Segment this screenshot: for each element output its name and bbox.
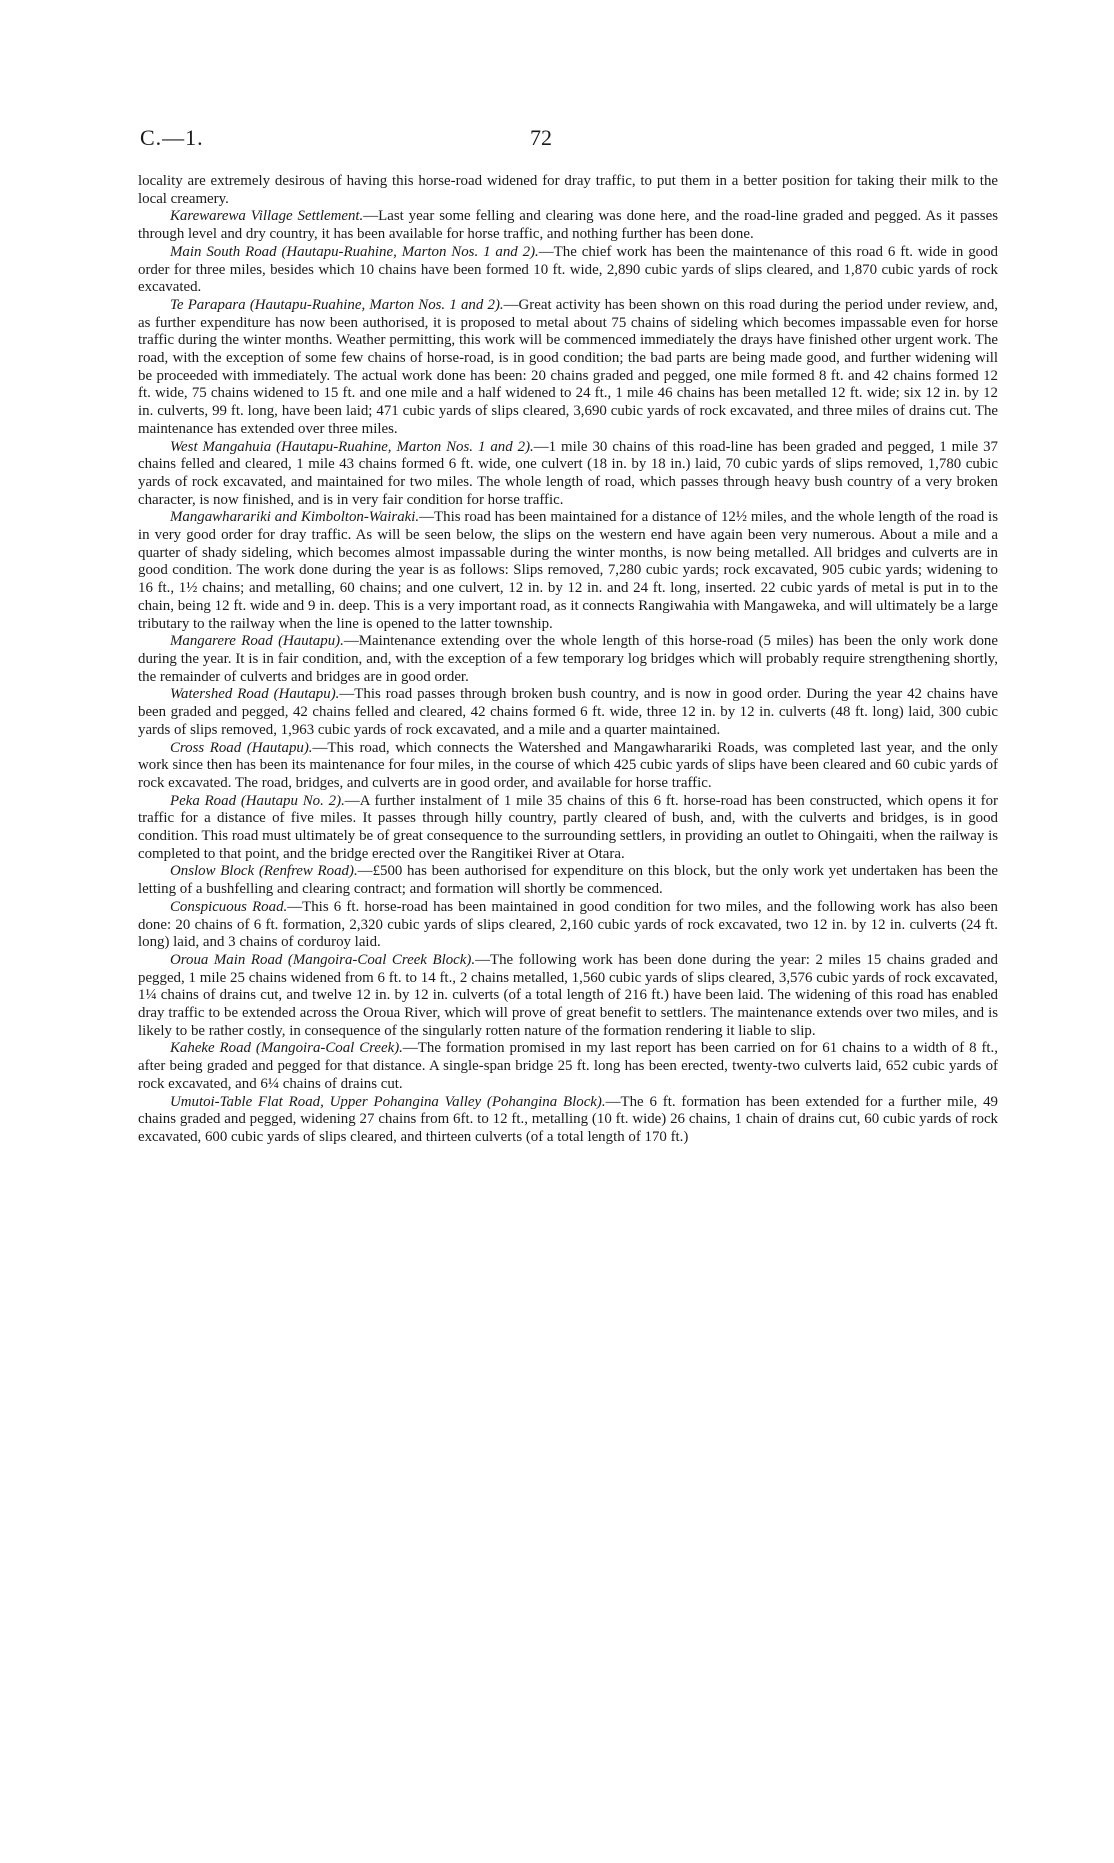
paragraph-text: —Maintenance extending over the whole length of this horse-road (5 miles) has been the only work done during the year. It is in fair condition, and, with the exception of a few temporary log bridges which will probably require strengthening shortly, the remainder of culverts and bridges are in good order. <box>138 633 998 685</box>
paragraph <box>138 439 998 510</box>
section-heading: Oroua Main Road (Mangoira-Coal Creek Block). <box>170 951 476 968</box>
section-heading: Cross Road (Hautapu). <box>170 739 313 756</box>
paragraph-text: —Last year some felling and clearing was done here, and the road-line graded and pegged. As it passes through level and dry country, it has been available for horse traffic, and nothing further has been done. <box>138 208 998 243</box>
paragraph <box>138 173 998 208</box>
paragraph <box>138 740 998 793</box>
section-heading: West Mangahuia (Hautapu-Ruahine, Marton Nos. 1 and 2). <box>170 438 534 455</box>
paragraph <box>138 1094 998 1147</box>
document-reference: C.—1. <box>140 125 204 150</box>
paragraph-text: —The 6 ft. formation has been extended for a further mile, 49 chains graded and pegged, widening 27 chains from 6ft. to 12 ft., metalling (10 ft. wide) 26 chains, 1 chain of drains cut, 60 cubic yards of rock excavated, 600 cubic yards of slips cleared, and thirteen culverts (of a total length of 170 ft.) <box>138 1093 998 1145</box>
paragraph <box>138 863 998 898</box>
paragraph <box>138 899 998 952</box>
paragraph <box>138 509 998 633</box>
section-heading: Kaheke Road (Mangoira-Coal Creek). <box>170 1040 403 1057</box>
section-heading: Watershed Road (Hautapu). <box>170 686 340 703</box>
paragraph <box>138 244 998 297</box>
paragraph-text: locality are extremely desirous of having this horse-road widened for dray traffic, to put them in a better position for taking their milk to the local creamery. <box>138 173 998 207</box>
paragraph-text: —A further instalment of 1 mile 35 chains of this 6 ft. horse-road has been constructed, which opens it for traffic for a distance of five miles. It passes through hilly country, partly cleared of bush, and, with the culverts and bridges, is in good condition. This road must ultimately be of great consequence to the surrounding settlers, in providing an outlet to Ohingaiti, when the railway is completed to that point, and the bridge erected over the Rangitikei River at Otara. <box>138 792 998 862</box>
section-heading: Mangawharariki and Kimbolton-Wairaki. <box>170 509 420 526</box>
section-heading: Umutoi-Table Flat Road, Upper Pohangina Valley (Pohangina Block). <box>170 1093 606 1110</box>
paragraph-text: —This 6 ft. horse-road has been maintained in good condition for two miles, and the following work has also been done: 20 chains of 6 ft. formation, 2,320 cubic yards of slips cleared, 2,160 cubic yards of rock excavated, two 12 in. by 12 in. culverts (24 ft. long) laid, and 3 chains of corduroy laid. <box>138 898 998 951</box>
paragraph-text: —This road has been maintained for a distance of 12½ miles, and the whole length of the road is in very good order for dray traffic. As will be seen below, the slips on the western end have again been very numerous. About a mile and a quarter of shady sideling, which becomes almost impassable during the winter months, is now being metalled. All bridges and culverts are in good condition. The work done during the year is as follows: Slips removed, 7,280 cubic yards; rock excavated, 905 cubic yards; widening to 16 ft., 1½ chains; and metalling, 60 chains; and one culvert, 12 in. by 12 in. and 24 ft. long, inserted. 22 cubic yards of metal is put in to the chain, being 12 ft. wide and 9 in. deep. This is a very important road, as it connects Rangiwahia with Mangaweka, and will ultimately be a large tributary to the railway when the line is opened to the latter township. <box>138 509 998 632</box>
section-heading: Onslow Block (Renfrew Road). <box>170 863 358 880</box>
paragraph-text: —The formation promised in my last report has been carried on for 61 chains to a width of 8 ft., after being graded and pegged for that distance. A single-span bridge 25 ft. long has been erected, twenty-two culverts laid, 652 cubic yards of rock excavated, and 6¼ chains of drains cut. <box>138 1040 998 1092</box>
paragraph <box>138 208 998 243</box>
section-heading: Conspicuous Road. <box>170 898 288 915</box>
paragraph-text: —The chief work has been the maintenance of this road 6 ft. wide in good order for three miles, besides which 10 chains have been formed 10 ft. wide, 2,890 cubic yards of slips cleared, and 1,870 cubic yards of rock excavated. <box>138 243 999 296</box>
section-heading: Te Parapara (Hautapu-Ruahine, Marton Nos. 1 and 2). <box>170 296 504 313</box>
paragraph-text: —The following work has been done during the year: 2 miles 15 chains graded and pegged, 1 mile 25 chains widened from 6 ft. to 14 ft., 2 chains metalled, 1,560 cubic yards of slips cleared, 3,576 cubic yards of rock excavated, 1¼ chains of drains cut, and twelve 12 in. by 12 in. culverts (of a total length of 216 ft.) have been laid. The widening of this road has enabled dray traffic to be extended across the Oroua River, which will prove of great benefit to settlers. The maintenance extends over two miles, and is likely to be rather costly, in consequence of the singularly rotten nature of the formation rendering it liable to slip. <box>138 951 998 1039</box>
paragraph <box>138 793 998 864</box>
section-heading: Peka Road (Hautapu No. 2). <box>170 792 345 809</box>
section-heading: Karewarewa Village Settlement. <box>170 208 364 225</box>
body-text <box>138 173 998 1147</box>
section-heading: Main South Road (Hautapu-Ruahine, Marton Nos. 1 and 2). <box>170 243 539 260</box>
paragraph <box>138 1040 998 1093</box>
paragraph-text: —£500 has been authorised for expenditure on this block, but the only work yet undertaken has been the letting of a bushfelling and clearing contract; and formation will shortly be commenced. <box>138 863 998 898</box>
paragraph-text: —This road, which connects the Watershed and Mangawharariki Roads, was completed last year, and the only work since then has been its maintenance for four miles, in the course of which 425 cubic yards of slips have been cleared and 60 cubic yards of rock excavated. The road, bridges, and culverts are in good order, and available for horse traffic. <box>138 739 999 791</box>
paragraph <box>138 686 998 739</box>
paragraph-text: —This road passes through broken bush country, and is now in good order. During the year 42 chains have been graded and pegged, 42 chains felled and cleared, 42 chains formed 6 ft. wide, three 12 in. by 12 in. culverts (48 ft. long) laid, 300 cubic yards of slips removed, 1,963 cubic yards of rock excavated, and a mile and a quarter maintained. <box>138 686 999 738</box>
paragraph <box>138 633 998 686</box>
paragraph-text: —1 mile 30 chains of this road-line has been graded and pegged, 1 mile 37 chains felled and cleared, 1 mile 43 chains formed 6 ft. wide, one culvert (18 in. by 18 in.) laid, 70 cubic yards of slips removed, 1,780 cubic yards of rock excavated, and maintained for two miles. The whole length of road, which passes through heavy bush country of a very broken character, is now finished, and is in very fair condition for horse traffic. <box>138 438 998 508</box>
paragraph <box>138 952 998 1041</box>
paragraph-text: —Great activity has been shown on this road during the period under review, and, as further expenditure has now been authorised, it is proposed to metal about 75 chains of sideling which becomes impassable even for horse traffic during the winter months. Weather permitting, this work will be commenced immediately the drays have finished other urgent work. The road, with the exception of some few chains of horse-road, is in good condition; the bad parts are being made good, and further widening will be proceeded with immediately. The actual work done has been: 20 chains graded and pegged, one mile formed 8 ft. and 42 chains formed 12 ft. wide, 75 chains widened to 15 ft. and one mile and a half widened to 24 ft., 1 mile 46 chains has been metalled 12 ft. wide; six 12 in. by 12 in. culverts, 99 ft. long, have been laid; 471 cubic yards of slips cleared, 3,690 cubic yards of rock excavated, and three miles of drains cut. The maintenance has extended over three miles. <box>138 296 998 437</box>
page-header <box>140 125 1000 155</box>
paragraph <box>138 297 998 439</box>
section-heading: Mangarere Road (Hautapu). <box>170 633 344 650</box>
page-number: 72 <box>530 125 552 150</box>
